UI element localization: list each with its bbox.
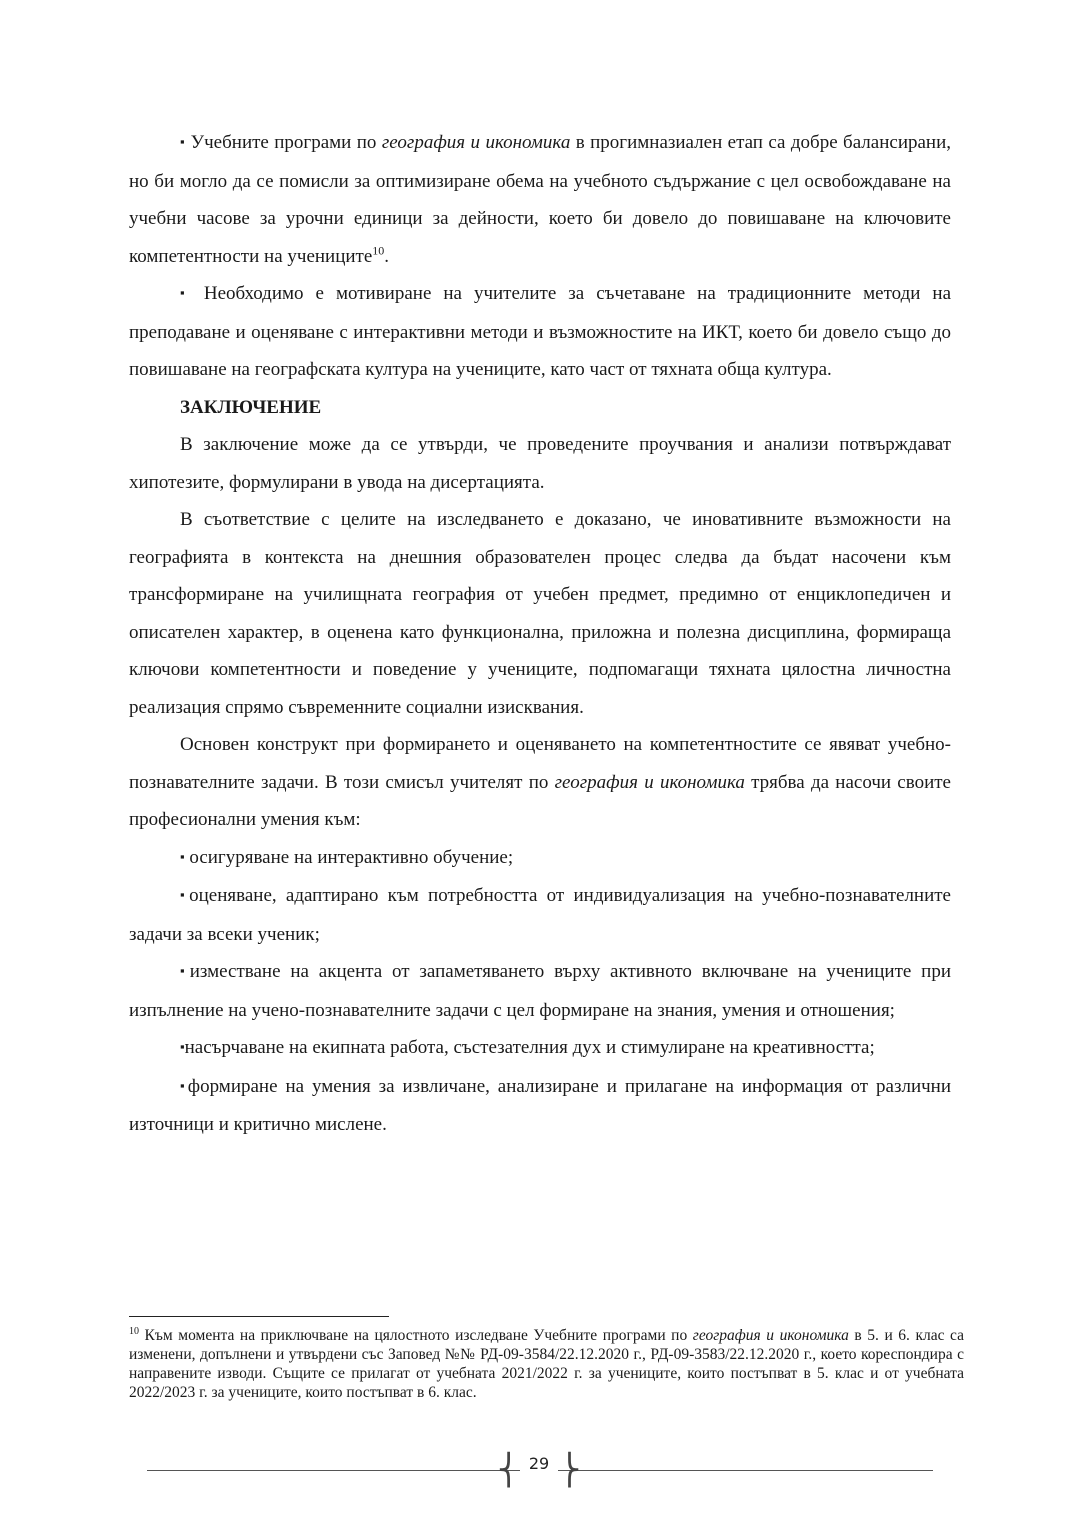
text-run: в прогимназиален етап са добре балансирани, но би могло да се помисли за оптимизиране обема на учебното съдържание с цел освобождаване на учебни часове за урочни единици за дейности, което би довело до повишаване на ключовите компетентности на учениците bbox=[129, 132, 952, 267]
text-run: Основен конструкт при формирането и оценяването на компетентностите се явяват учебно-познавателните задачи. В този смисъл учителят по bbox=[129, 734, 951, 793]
list-item-text: осигуряване на интерактивно обучение; bbox=[184, 846, 514, 868]
paragraph-recommendation-curricula bbox=[129, 124, 951, 275]
bullet-icon: ▪ bbox=[180, 1039, 185, 1054]
bullet-icon: ▪ bbox=[180, 848, 185, 864]
emphasis-subject: география и икономика bbox=[554, 771, 745, 793]
bullet-icon: ▪ bbox=[180, 963, 190, 978]
right-bracket-icon: ⎬ bbox=[558, 1453, 581, 1488]
emphasis-subject: география и икономика bbox=[692, 1327, 849, 1344]
body-text bbox=[129, 124, 951, 1144]
footnote-number: 10 bbox=[129, 1325, 139, 1337]
footnote-text: в 5. и 6. клас са изменени, допълнени и утвърдени със Заповед №№ РД-09-3584/22.12.2020 г., РД-09-3583/22.12.2020 г., което кореспондира с направените изводи. Същите се прилагат от учебната 2021/2022 г. за учениците, които постъпват в 5. клас и от учебната 2022/2023 г. за учениците, които постъпват в 6. клас. bbox=[129, 1327, 964, 1401]
paragraph-conclusion-construct bbox=[129, 726, 951, 839]
bullet-icon: ▪ bbox=[180, 134, 186, 149]
list-item bbox=[129, 1068, 951, 1144]
list-item bbox=[129, 953, 951, 1029]
text-run: Учебните програми по bbox=[190, 132, 382, 153]
bullet-icon: ▪ bbox=[180, 285, 192, 300]
list-item-text: оценяване, адаптирано към потребността от индивидуализация на учебно-познавателните задачи за всеки ученик; bbox=[129, 885, 951, 945]
list-item bbox=[129, 877, 951, 953]
text-run: . bbox=[384, 245, 390, 267]
list-item bbox=[129, 1029, 951, 1068]
section-heading-conclusion: ЗАКЛЮЧЕНИЕ bbox=[180, 396, 322, 418]
text-run: трябва да насочи своите професионални умения към: bbox=[129, 771, 951, 830]
list-item bbox=[129, 839, 951, 878]
list-item-text: насърчаване на екипната работа, състезателния дух и стимулиране на креативността; bbox=[184, 1037, 875, 1058]
footnote-reference[interactable]: 10 bbox=[372, 243, 385, 258]
emphasis-subject: география и икономика bbox=[381, 132, 571, 153]
paragraph-conclusion-proven: В съответствие с целите на изследването е доказано, че иновативните възможности на географията в контекста на днешния образователен процес следва да бъдат насочени към трансформиране на училищната география от учебен предмет, предимно от енциклопедичен и описателен характер, в оценена като функционална, приложна и полезна дисциплина, формираща ключови компетентности и поведение у учениците, подпомагащи тяхната цялостна личностна реализация спрямо съвременните социални изисквания. bbox=[129, 509, 951, 718]
footnote-text: Към момента на приключване на цялостното изследване Учебните програми по bbox=[139, 1327, 693, 1344]
left-bracket-icon: ⎨ bbox=[497, 1453, 520, 1488]
paragraph-recommendation-teachers bbox=[129, 275, 951, 389]
text-run: Необходимо е мотивиране на учителите за съчетаване на традиционните методи на преподаване и оценяване с интерактивни методи и възможностите на ИКТ, което би довело също до повишаване на географската култура на учениците, като част от тяхната обща култура. bbox=[129, 283, 952, 380]
paragraph-conclusion-intro: В заключение може да се утвърди, че проведените проучвания и анализи потвърждават хипотезите, формулирани в увода на дисертацията. bbox=[129, 434, 951, 493]
list-item-text: формиране на умения за извличане, анализиране и прилагане на информация от различни източници и критично мислене. bbox=[129, 1075, 952, 1135]
bullet-icon: ▪ bbox=[180, 1077, 188, 1093]
list-item-text: изместване на акцента от запаметяването върху активното включване на учениците при изпълнение на учено-познавателните задачи с цел формиране на знания, умения и отношения; bbox=[129, 961, 952, 1021]
page-number: 29 bbox=[520, 1454, 558, 1473]
page-number-container bbox=[497, 1449, 581, 1489]
footnote-separator bbox=[129, 1316, 389, 1317]
bullet-icon: ▪ bbox=[180, 887, 190, 902]
footnote bbox=[129, 1326, 964, 1402]
